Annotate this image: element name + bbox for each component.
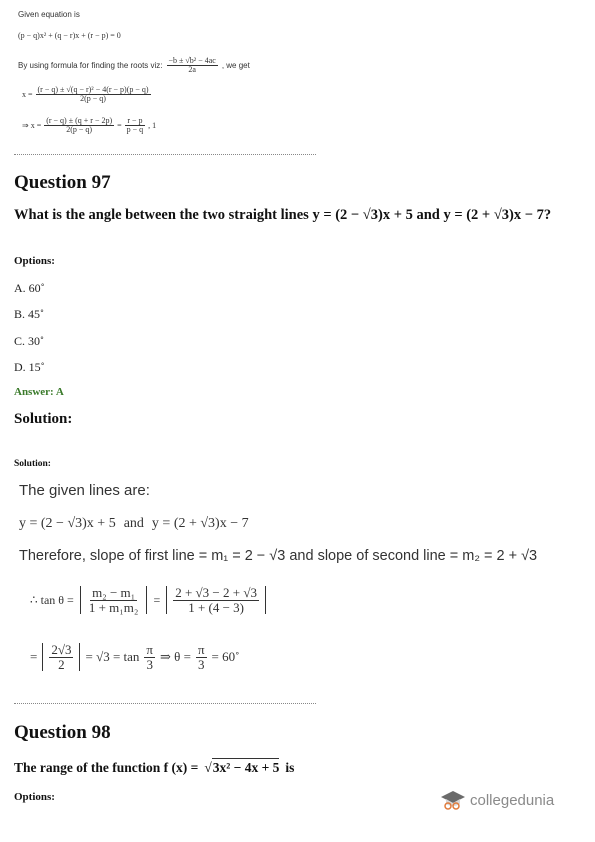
result-label: ⇒ x = xyxy=(22,121,42,131)
divider xyxy=(14,154,316,155)
roots-numerator: (r − q) ± √(q − r)² − 4(r − p)(p − q) xyxy=(37,85,149,94)
formula-numerator: −b ± √b² − 4ac xyxy=(168,56,216,65)
tan-equals: = xyxy=(153,592,161,607)
question-97-text: What is the angle between the two straight lines y = (2 − √3)x + 5 and y = (2 + √3)x − 7? xyxy=(14,207,552,223)
final-expression xyxy=(30,643,239,671)
answer-label: Answer: A xyxy=(14,386,64,398)
graduation-cap-icon xyxy=(440,789,466,811)
x-label: x = xyxy=(22,90,33,100)
and-word: and xyxy=(123,516,144,531)
pi2-numerator: π xyxy=(197,642,205,657)
result-numerator: (r − q) ± (q + r − 2p) xyxy=(46,116,113,125)
solution-heading: Solution: xyxy=(14,411,73,427)
pi2-denominator: 3 xyxy=(197,656,205,672)
line-1-equation: y = (2 − √3)x + 5 xyxy=(19,516,116,531)
formula-denominator: 2a xyxy=(188,65,196,75)
abs-value-2 xyxy=(166,586,266,614)
final-middle: = √3 = tan xyxy=(85,649,140,665)
question-98-title: Question 98 xyxy=(14,722,111,743)
q98-root xyxy=(204,758,279,777)
slope-line: Therefore, slope of first line = m₁ = 2 − √3 and slope of second line = m₂ = 2 + √3 xyxy=(19,548,538,564)
formula-line xyxy=(18,57,250,75)
roots-result xyxy=(22,117,156,135)
q98-text-post: is xyxy=(285,760,295,775)
formula-tail: , we get xyxy=(221,61,250,71)
quadratic-formula xyxy=(167,57,218,75)
solution-subheading: Solution: xyxy=(14,459,51,469)
q98-text-pre: The range of the function f (x) = xyxy=(14,760,199,775)
given-equation-label: Given equation is xyxy=(18,10,80,19)
options-label: Options: xyxy=(14,255,55,267)
final-end: = 60˚ xyxy=(211,649,240,665)
tan-theta-label: ∴ tan θ = xyxy=(30,592,74,607)
collegedunia-logo xyxy=(440,789,554,811)
result-denominator: 2(p − q) xyxy=(66,125,93,135)
q98-radicand: 3x² − 4x + 5 xyxy=(212,760,280,775)
solution-line-1: The given lines are: xyxy=(19,482,150,499)
abs-value-1 xyxy=(80,586,148,614)
result2-numerator: r − p xyxy=(127,116,143,125)
tan-denominator: 1 + m₁m₂ xyxy=(88,599,139,615)
pi-denominator: 3 xyxy=(146,656,153,672)
q98-options-label: Options: xyxy=(14,791,55,803)
option-b[interactable]: B. 45˚ xyxy=(14,307,44,321)
line-2-equation: y = (2 + √3)x − 7 xyxy=(151,516,249,531)
solution-lines-equations xyxy=(19,516,249,532)
tan2-numerator: 2 + √3 − 2 + √3 xyxy=(175,585,257,600)
tan2-denominator: 1 + (4 − 3) xyxy=(188,599,245,615)
pi-numerator: π xyxy=(146,642,153,657)
question-97-title: Question 97 xyxy=(14,172,111,193)
result-equals: = xyxy=(117,121,122,131)
given-equation: (p − q)x² + (q − r)x + (r − p) = 0 xyxy=(18,31,121,40)
tan-numerator: m₂ − m₁ xyxy=(92,585,136,600)
option-c[interactable]: C. 30˚ xyxy=(14,334,44,348)
sqrt-icon: √ xyxy=(204,760,212,775)
question-98-text xyxy=(14,758,294,777)
result-tail: , 1 xyxy=(148,121,157,131)
tan-theta-expression xyxy=(30,586,266,614)
final-denominator: 2 xyxy=(58,656,65,672)
option-a[interactable]: A. 60˚ xyxy=(14,281,45,295)
result2-denominator: p − q xyxy=(126,125,144,135)
roots-denominator: 2(p − q) xyxy=(80,94,106,104)
formula-lead: By using formula for finding the roots viz: xyxy=(18,61,163,71)
divider-2 xyxy=(14,703,316,704)
abs-value-3 xyxy=(42,643,80,671)
option-d[interactable]: D. 15˚ xyxy=(14,360,45,374)
logo-text: collegedunia xyxy=(470,791,555,809)
final-numerator: 2√3 xyxy=(51,642,72,657)
roots-expression xyxy=(22,86,151,104)
final-arrow: ⇒ θ = xyxy=(160,649,191,665)
final-equals: = xyxy=(30,649,38,665)
